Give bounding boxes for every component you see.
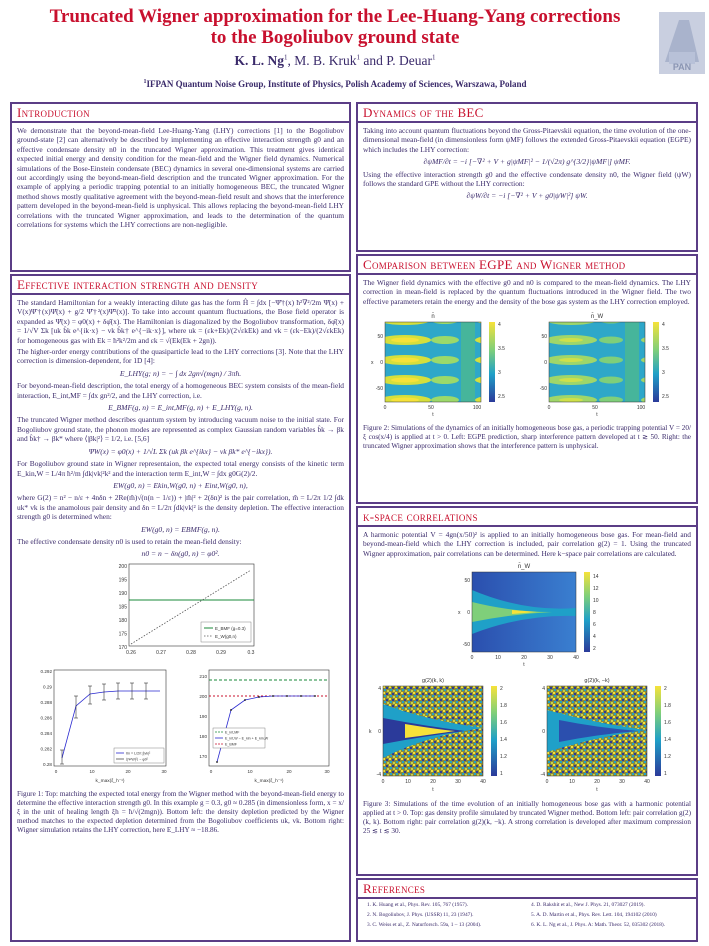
section-title: Introduction (12, 104, 349, 123)
figure-1-bottom-left-plot (24, 666, 174, 786)
reference-item: 6. K. L. Ng et al., J. Phys. A: Math. Theor. 52, 035302 (2018). (531, 922, 666, 928)
y-tick-label: 180 (118, 617, 127, 624)
x-tick-label: 0 (470, 655, 474, 662)
section-title: Comparison between EGPE and Wigner method (358, 256, 696, 275)
y-tick-label: 210 (199, 673, 208, 679)
colorbar-tick: 3.5 (662, 346, 669, 353)
x-tick-label: 40 (573, 655, 579, 662)
y-tick-label: 200 (118, 563, 127, 570)
section-body (358, 527, 696, 841)
figure-1-caption: Figure 1: Top: matching the expected total energy from the Wigner method with the beyond-mean-field energy to determine the effective interaction strength g0. In this example g = 0.3, g0 ≈ 0.285 (in dimensionless form, x = x/ξ in the unit of healing length ξh = ħ/√(2mgn)). Bottom left: the density depletion predicted by the Wigner method matches to the expected depletion determined from the Bogoliubov coefficients uk, vk. Bottom right: Wigner simulation retains the LHY correction, here E_LHY ≈ −18.86. (17, 789, 344, 834)
paragraph: The truncated Wigner method describes quantum system by introducing vacuum noise to the initial state. For Bogoliubov ground state, the phonon modes are represented as complex Gaussian random variables b̂k → βk and b̂k† → βk* where ⟨|βk|²⟩ = 1/2, i.e. [5,6] (17, 415, 344, 444)
y-tick-label: 50 (464, 578, 470, 585)
x-tick-label: 30 (324, 768, 330, 774)
x-tick-label: 0 (545, 779, 549, 786)
y-tick-label: 175 (118, 631, 127, 638)
reference-item: 3. C. Weiss et al., Z. Naturforsch. 59a, 1 – 13 (2004). (367, 922, 482, 928)
equation-bmf: E_BMF(g, n) = E_int,MF(g, n) + E_LHY(g, n). (108, 403, 253, 413)
paragraph: The Wigner field dynamics with the effective g0 and n0 is compared to the mean-field dynamics. The LHY correction in mean-field is replaced by the quantum fluctuations introduced in the Wigner field. The two effective parameters retain the energy and the density of the bose gas system as the LHY correction employed. (363, 278, 691, 306)
heatmap-title: n̄_W (590, 314, 604, 321)
colorbar-tick: 6 (593, 622, 596, 629)
y-tick-label: -50 (462, 642, 470, 649)
equation-lhy: E_LHY(g; n) = − ∫ dx 2gn√(mgn) / 3πħ. (119, 368, 242, 378)
y-axis-label: x (371, 360, 374, 367)
equation-gpe-wigner: ∂ψW/∂t = −i [−∇² + V + g0|ψW|²] ψW. (466, 191, 588, 201)
x-tick-label: 0.29 (215, 649, 226, 656)
y-tick-label: 0 (542, 729, 545, 736)
paragraph: Taking into account quantum fluctuations beyond the Gross-Pitaevskii equation, the time evolution of the one-dimensional mean-field (in dimensionless form ψMF) follows the extended Gross-Pitaevskii equation (EGPE) which includes the LHY correction: (363, 126, 691, 154)
poster-header (0, 0, 709, 100)
author-list (10, 53, 660, 69)
y-tick-label: 4 (378, 686, 381, 693)
paragraph: The standard Hamiltonian for a weakly interacting dilute gas has the form Ĥ = ∫dx [−Ψ̂†(x) ħ²∇²/2m Ψ̂(x) + V(x)Ψ̂†(x)Ψ̂(x) + g/2 Ψ̂†²(x)Ψ̂²(x)]. To take into account quantum fluctuations, the Bose field operator is expanded as Ψ̂(x) = φ0(x) + δφ̂(x). The Hamiltonian is diagonalized by the Bogoliubov transformation, δφ̂(x) = 1/√V Σk [uk b̂k e^{ik·x} − vk b̂k† e^{−ik·x}], where uk = (εk+Ek)/(2√εkEk) and vk = (εk−Ek)/(2√εkEk) for homogeneous gas with Ek = ħ²k²/2m and εk = √(Ek(Ek + 2gn)). (17, 298, 344, 345)
x-tick-label: 40 (644, 779, 650, 786)
figure-3-bottom-right-heatmap (529, 674, 689, 796)
paragraph: where G(2) = n² − n/ε + 4nδn + 2Re(m̃)√(n(n − 1/ε)) + |m̃|² + 2(δn)² is the pair correlation, m̃ = L/2π 1/2 ∫dk uk* vk is the anamolous pair density and δn = L/2π ∫dk|vk|² is the density depletion. The effective interaction strength g0 is determined when: (17, 493, 344, 522)
colorbar-tick: 2 (593, 646, 596, 653)
section-body (12, 123, 349, 234)
figure-3-caption: Figure 3: Simulations of the time evolution of an initially homogeneous bose gas with a harmonic potential applied at t > 0. Top: gas density profile simulated by truncated Wigner method. Bottom left: pair correlation g(2)(k, k). Bottom right: pair correlation g(2)(k, −k). A strong correlation is developed after maximum compression 25 ≲ t ≲ 30. (363, 800, 691, 836)
x-tick-label: 20 (286, 768, 292, 774)
section-body (358, 123, 696, 207)
reference-list (358, 899, 696, 935)
colorbar-tick: 1.4 (664, 737, 671, 744)
heatmap-image (385, 322, 481, 402)
y-tick-label: 0.284 (40, 730, 52, 736)
heatmap-title: n̄_W (517, 564, 531, 571)
y-tick-label: 0.28 (42, 761, 52, 767)
y-tick-label: 50 (377, 334, 383, 341)
colorbar-tick: 3.5 (498, 346, 505, 353)
figure-1-bottom-right-plot (187, 666, 337, 786)
x-axis-label: t (596, 412, 598, 419)
institute-logo (659, 12, 705, 74)
y-tick-label: -50 (539, 386, 547, 393)
y-tick-label: 170 (199, 753, 208, 759)
legend-entry: E_BMF (g=0.3) (214, 625, 246, 631)
paragraph: For beyond-mean-field description, the total energy of a homogeneous BEC system consists of the mean-field interaction, E_int,MF = ∫dx gn²/2, and the LHY correction, i.e. (17, 381, 344, 400)
y-tick-label: 0 (380, 360, 383, 367)
plot-frame (209, 670, 329, 766)
colorbar-tick: 3 (662, 370, 665, 377)
x-tick-label: 50 (592, 405, 598, 412)
title-line-2: to the Bogoliubov ground state (210, 27, 460, 48)
reference-item: 4. D. Rakshit et al., New J. Phys. 21, 073027 (2019). (531, 902, 645, 908)
title-line-1: Truncated Wigner approximation for the Lee-Huang-Yang corrections (49, 6, 621, 27)
x-tick-label: 0 (547, 405, 551, 412)
legend-entry: E_BMF (225, 742, 238, 747)
equation-wigner-field: ΨW(x) = φ0(x) + 1/√L Σk (uk βk e^{ikx} − vk βk* e^{−ikx}). (88, 446, 273, 456)
legend-entry: E_int,MF (225, 730, 240, 735)
colorbar-tick: 1.6 (664, 720, 671, 727)
x-tick-label: 40 (480, 779, 486, 786)
paragraph: The higher-order energy contributions of the quasiparticle lead to the LHY corrections [3]. Note that the LHY correction is dimension-dependent, for 1D [4]: (17, 347, 344, 366)
reference-item: 1. K. Huang et al., Phys. Rev. 105, 767 (1957). (367, 902, 469, 908)
y-tick-label: 0.288 (40, 699, 52, 705)
y-tick-label: 190 (118, 590, 127, 597)
x-tick-label: 30 (161, 768, 167, 774)
second-author: , M. B. Kruk (287, 53, 357, 68)
x-tick-label: 30 (455, 779, 461, 786)
paragraph: A harmonic potential V = 4gn(x/50)² is applied to an initially homogeneous bose gas. For mean-field and beyond-mean-field which the LHY correction is included, pair correlation g(2) = 1. Using the truncated Wigner approximation, pair correlations can be determined. Here k−space pair correlations are calculated. (363, 530, 691, 558)
y-tick-label: 180 (199, 733, 208, 739)
x-tick-label: 100 (636, 405, 646, 412)
y-axis-label: k (369, 729, 372, 736)
section-comparison (356, 254, 698, 504)
colorbar-tick: 2 (664, 686, 667, 693)
poster-title (10, 6, 660, 48)
y-tick-label: 190 (199, 713, 208, 719)
y-tick-label: 170 (118, 644, 127, 651)
x-tick-label: 10 (89, 768, 95, 774)
y-tick-label: 0.29 (42, 684, 52, 690)
reference-item: 5. A. D. Martin et al., Phys. Rev. Lett. 104, 194102 (2010) (531, 912, 657, 918)
y-tick-label: 0 (378, 729, 381, 736)
colorbar-tick: 8 (593, 610, 596, 617)
third-author: and P. Deuar (360, 53, 432, 68)
x-axis-label: k_max(ξ_h⁻¹) (254, 778, 284, 784)
colorbar-tick: 4 (593, 634, 596, 641)
x-tick-label: 10 (569, 779, 575, 786)
colorbar (653, 322, 659, 402)
y-tick-label: 4 (542, 686, 545, 693)
legend-entry: δn = L/2π ∫|vk|² (125, 751, 150, 756)
x-tick-label: 20 (521, 655, 527, 662)
y-tick-label: -4 (540, 772, 545, 779)
x-tick-label: 100 (472, 405, 482, 412)
x-tick-label: 10 (495, 655, 501, 662)
colorbar-tick: 10 (593, 598, 599, 605)
heatmap-title: n̄ (431, 314, 435, 321)
affiliation-mark: 1 (143, 79, 147, 85)
x-tick-label: 20 (125, 768, 131, 774)
x-tick-label: 0.3 (247, 649, 254, 656)
colorbar-tick: 1 (500, 771, 503, 778)
affiliation-text: IFPAN Quantum Noise Group, Institute of Physics, Polish Academy of Sciences, Warszawa, Poland (146, 79, 527, 89)
colorbar-tick: 4 (662, 322, 665, 329)
section-title: Effective interaction strength and density (12, 276, 349, 295)
x-tick-label: 0 (381, 779, 385, 786)
colorbar-tick: 1.6 (500, 720, 507, 727)
x-axis-label: t (432, 787, 434, 794)
figure-3-bottom-left-heatmap (365, 674, 525, 796)
colorbar (489, 322, 495, 402)
x-axis-label: t (596, 787, 598, 794)
figure-3-top-heatmap (432, 560, 622, 670)
section-kspace (356, 506, 698, 876)
figure-2-left-heatmap (365, 310, 525, 420)
figure-2-right-heatmap (529, 310, 689, 420)
paragraph: The effective condensate density n0 is used to retain the mean-field density: (17, 536, 242, 546)
legend-entry: ⟨|ΨW|²⟩ − φ0² (125, 757, 148, 762)
x-tick-label: 0 (54, 768, 58, 774)
equation-energy-match: EW(g0, n) = EBMF(g, n). (141, 524, 220, 534)
colorbar-tick: 1.8 (500, 703, 507, 710)
y-tick-label: 0.286 (40, 715, 52, 721)
y-tick-label: 0 (467, 610, 470, 617)
first-author: K. L. Ng (234, 53, 284, 68)
x-tick-label: 20 (430, 779, 436, 786)
y-tick-label: -50 (375, 386, 383, 393)
colorbar-tick: 14 (593, 574, 599, 581)
figure-2-caption: Figure 2: Simulations of the dynamics of an initially homogeneous bose gas, a periodic trapping potential V = 20/ξ cos(x/4) is applied at t > 0. Left: EGPE prediction, sharp interference pattern developed at t ≳ 50. Right: the truncated Wigner approximation shows that the interference pattern is unphysical. (363, 424, 691, 451)
colorbar-tick: 1.8 (664, 703, 671, 710)
legend-entry: E_W(g0,n) (214, 633, 237, 639)
x-tick-label: 0.28 (185, 649, 196, 656)
colorbar-tick: 12 (593, 586, 599, 593)
figure-1-top-plot (101, 562, 261, 662)
colorbar-tick: 4 (498, 322, 501, 329)
colorbar-tick: 2.5 (498, 394, 505, 401)
y-tick-label: 0 (544, 360, 547, 367)
colorbar-tick: 1.2 (664, 754, 671, 761)
intro-paragraph: We demonstrate that the beyond-mean-field Lee-Huang-Yang (LHY) corrections [1] to the Bogoliubov ground-state [2] can alternatively be described by implementing an effective interaction strength g0 and an effective condensate density n0 in the truncated Wigner approximation. This treatment gives identical expected initial energy and density condition for the mean-field and the Wigner field dynamics. Numerical simulations of the Bose-Einstein condensate (BEC) dynamics in several one-dimensional systems are carried out accordingly using the beyond-mean-field description and the truncated Wigner approximation. For the example of applying a periodic trapping potential to an initially homogeneous BEC, the truncated Wigner method shows mostly qualitative agreement with the beyond-mean-field result and shows that the interference pattern developed in the beyond-mean-field is unphysical. This allows replacing the beyond-mean-field LHY correlations with the truncated Wigner approximation, and leads to the determination of the quantum correlations for systems which the LHY corrections are non-negligible. (17, 126, 344, 230)
x-tick-label: 0.26 (125, 649, 136, 656)
reference-item: 2. N. Bogoliubov, J. Phys. (USSR) 11, 23 (1947). (367, 912, 474, 918)
x-axis-label: k_max(ξ_h⁻¹) (95, 778, 125, 784)
x-tick-label: 20 (594, 779, 600, 786)
affiliation (10, 79, 660, 89)
x-tick-label: 50 (428, 405, 434, 412)
x-tick-label: 10 (405, 779, 411, 786)
colorbar-tick: 1.2 (500, 754, 507, 761)
y-tick-label: 195 (118, 577, 127, 584)
author-affil-mark: 1 (284, 53, 288, 62)
y-tick-label: 0.282 (40, 746, 52, 752)
y-tick-label: -4 (376, 772, 381, 779)
colorbar-tick: 2.5 (662, 394, 669, 401)
section-body (358, 275, 696, 456)
x-tick-label: 30 (619, 779, 625, 786)
section-introduction (10, 102, 351, 272)
section-references (356, 878, 698, 942)
colorbar-tick: 1 (664, 771, 667, 778)
section-dynamics (356, 102, 698, 252)
equation-egpe: ∂ψMF/∂t = −i [−∇² + V + g|ψMF|² − 1/(√2π) g^{3/2}|ψMF|] ψMF. (423, 157, 631, 167)
legend-entry: E_int,W − E_kin + E_kin,W (225, 736, 269, 741)
x-tick-label: 30 (547, 655, 553, 662)
colorbar-tick: 3 (498, 370, 501, 377)
heatmap-title: g(2)(k, −k) (584, 678, 610, 685)
svg-text:PAN: PAN (672, 62, 692, 72)
colorbar (655, 686, 661, 776)
section-effective-interaction (10, 274, 351, 942)
colorbar-tick: 2 (500, 686, 503, 693)
colorbar (491, 686, 497, 776)
heatmap-title: g(2)(k, k) (422, 678, 444, 685)
x-tick-label: 0.27 (155, 649, 166, 656)
paragraph: For Bogoliubov ground state in Wigner representaion, the expected total energy consists of the kinetic term E_kin,W = L/4π ħ²/m ∫dk|vk|²k² and the interaction term E_int,W = ∫dx g0G(2)/2. (17, 459, 344, 478)
colorbar-tick: 1.4 (500, 737, 507, 744)
heatmap-image (549, 322, 645, 402)
y-tick-label: 0.292 (40, 668, 52, 674)
section-title: k-space correlations (358, 508, 696, 527)
legend-box (201, 622, 251, 642)
equation-wigner-energy: EW(g0, n) = Ekin,W(g0, n) + Eint,W(g0, n), (113, 480, 248, 490)
author-affil-mark: 1 (356, 53, 361, 62)
x-tick-label: 0 (383, 405, 387, 412)
section-body (12, 295, 349, 840)
x-tick-label: 10 (247, 768, 253, 774)
colorbar (584, 572, 590, 652)
section-title: References (358, 880, 696, 899)
section-title: Dynamics of the BEC (358, 104, 696, 123)
paragraph: Using the effective interaction strength g0 and the effective condensate density n0, the Wigner field (ψW) follows the standard GPE without the LHY correction: (363, 169, 691, 189)
author-affil-mark: 1 (432, 53, 436, 62)
y-tick-label: 50 (541, 334, 547, 341)
equation-density: n0 = n − δn(g0, n) = φ0². (141, 549, 220, 559)
x-tick-label: 0 (209, 768, 213, 774)
x-axis-label: t (523, 662, 525, 669)
x-axis-label: t (432, 412, 434, 419)
y-tick-label: 200 (199, 693, 208, 699)
y-tick-label: 185 (118, 604, 127, 611)
y-axis-label: x (458, 610, 461, 617)
